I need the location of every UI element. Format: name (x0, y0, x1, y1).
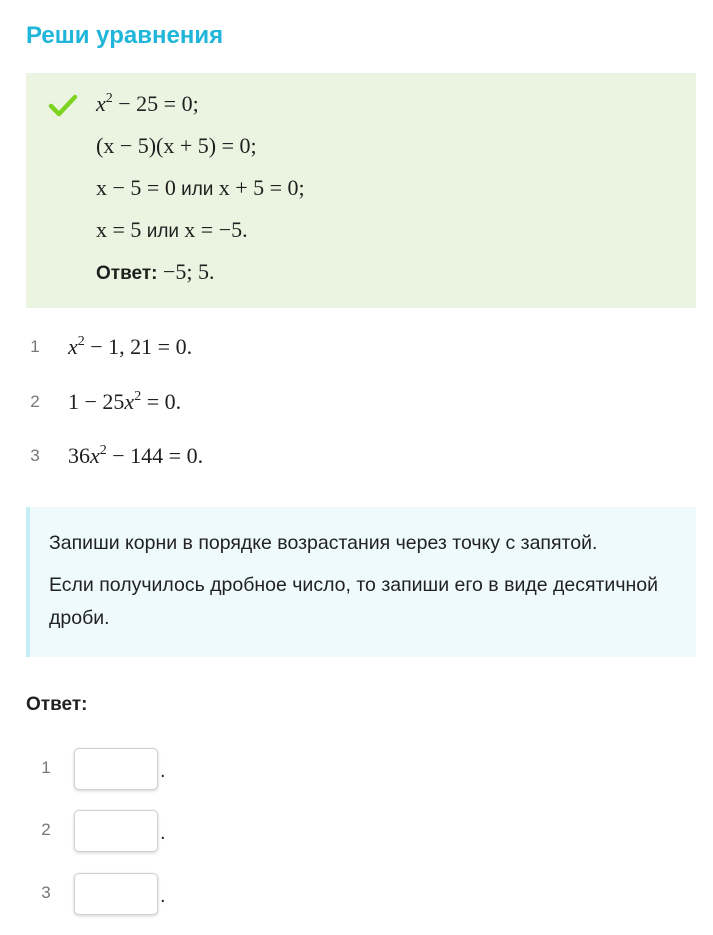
example-solution-box (26, 73, 696, 308)
example-answer: Ответ: −5; 5. (96, 259, 215, 284)
task-item-1: 1 $x^2 - 1$, 21 = 0. (30, 334, 193, 359)
answer-input-2[interactable] (74, 810, 158, 852)
hint-box (26, 507, 696, 657)
example-line-3: x − 5 = 0 или x + 5 = 0; (96, 175, 305, 200)
task-item-3: 3 $36x^2 - 144 = 0$. (30, 443, 204, 468)
answer-input-1[interactable] (74, 748, 158, 790)
hint-text-2: Если получилось дробное число, то запиши его в виде десятичной дроби. (49, 574, 658, 629)
example-line-1: $x^2 - 25 = 0$; (96, 91, 199, 116)
checkmark-icon (48, 93, 78, 119)
example-line-4: x = 5 или x = −5. (96, 217, 248, 242)
example-line-2: (x − 5)(x + 5) = 0; (96, 133, 257, 158)
answer-label: Ответ: (26, 694, 88, 715)
answer-input-3[interactable] (74, 873, 158, 915)
page-title: Реши уравнения (26, 22, 224, 49)
hint-text-1: Запиши корни в порядке возрастания через точку с запятой. (49, 532, 598, 554)
task-item-2: 2 $1 - 25x^2 = 0$. (30, 389, 182, 414)
